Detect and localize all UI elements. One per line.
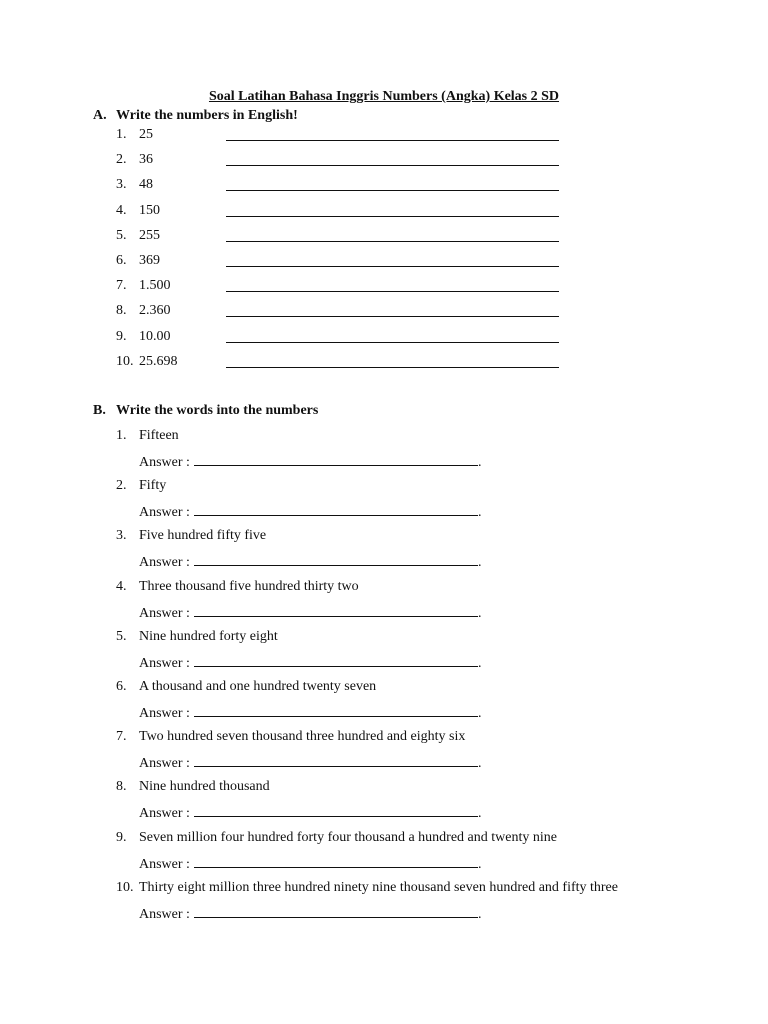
section-b-item (116, 679, 376, 695)
answer-blank-line[interactable] (226, 165, 559, 166)
item-number: 10. (116, 880, 134, 895)
answer-blank-line[interactable] (226, 190, 559, 191)
answer-blank-line[interactable] (226, 266, 559, 267)
section-a-letter: A. (93, 108, 107, 123)
section-a-title: Write the numbers in English! (116, 108, 298, 123)
answer-label: Answer : (139, 857, 190, 872)
section-b-item (116, 478, 166, 494)
number-value: 25.698 (139, 354, 178, 369)
section-a-item (116, 203, 160, 219)
answer-blank-line[interactable] (194, 855, 478, 868)
number-words: Seven million four hundred forty four thousand a hundred and twenty nine (139, 830, 557, 845)
answer-row (139, 453, 481, 471)
answer-row (139, 654, 481, 672)
answer-period: . (477, 857, 482, 872)
section-a-item (116, 278, 171, 294)
answer-label: Answer : (139, 806, 190, 821)
item-number: 1. (116, 127, 127, 142)
answer-row (139, 503, 481, 521)
number-value: 48 (139, 177, 153, 192)
answer-blank-line[interactable] (194, 553, 478, 566)
answer-row (139, 604, 481, 622)
answer-blank-line[interactable] (194, 704, 478, 717)
section-b-item (116, 779, 270, 795)
section-a-item (116, 303, 171, 319)
answer-label: Answer : (139, 606, 190, 621)
item-number: 8. (116, 779, 127, 794)
section-b-item (116, 729, 465, 745)
answer-label: Answer : (139, 555, 190, 570)
answer-blank-line[interactable] (194, 754, 478, 767)
number-words: Two hundred seven thousand three hundred and eighty six (139, 729, 466, 744)
number-words: A thousand and one hundred twenty seven (139, 679, 377, 694)
item-number: 9. (116, 830, 127, 845)
item-number: 9. (116, 329, 127, 344)
answer-blank-line[interactable] (226, 367, 559, 368)
answer-period: . (477, 455, 482, 470)
section-a-item (116, 253, 160, 269)
answer-row (139, 804, 481, 822)
answer-period: . (477, 555, 482, 570)
number-words: Five hundred fifty five (139, 528, 267, 543)
item-number: 1. (116, 428, 127, 443)
item-number: 6. (116, 253, 127, 268)
answer-label: Answer : (139, 756, 190, 771)
section-a-item (116, 177, 153, 193)
number-value: 255 (139, 228, 160, 243)
section-b-item (116, 579, 359, 595)
section-a-item (116, 329, 171, 345)
answer-blank-line[interactable] (194, 654, 478, 667)
section-b-title: Write the words into the numbers (116, 403, 319, 418)
number-value: 25 (139, 127, 153, 142)
number-words: Fifty (139, 478, 167, 493)
answer-blank-line[interactable] (226, 241, 559, 242)
answer-label: Answer : (139, 706, 190, 721)
section-b-letter: B. (93, 403, 106, 418)
section-b-item (116, 428, 179, 444)
answer-blank-line[interactable] (194, 453, 478, 466)
answer-blank-line[interactable] (226, 342, 559, 343)
answer-label: Answer : (139, 455, 190, 470)
number-value: 369 (139, 253, 160, 268)
section-b-item (116, 528, 266, 544)
answer-period: . (477, 606, 482, 621)
section-a-item (116, 228, 160, 244)
answer-label: Answer : (139, 656, 190, 671)
number-value: 1.500 (139, 278, 171, 293)
answer-label: Answer : (139, 505, 190, 520)
section-b-item (116, 880, 618, 896)
number-value: 150 (139, 203, 160, 218)
answer-period: . (477, 756, 482, 771)
answer-period: . (477, 706, 482, 721)
answer-blank-line[interactable] (194, 905, 478, 918)
item-number: 3. (116, 528, 127, 543)
answer-period: . (477, 907, 482, 922)
number-words: Nine hundred forty eight (139, 629, 278, 644)
item-number: 2. (116, 478, 127, 493)
section-b-heading (93, 403, 318, 419)
answer-row (139, 553, 481, 571)
item-number: 5. (116, 629, 127, 644)
answer-blank-line[interactable] (226, 291, 559, 292)
number-value: 36 (139, 152, 153, 167)
answer-blank-line[interactable] (194, 503, 478, 516)
answer-blank-line[interactable] (226, 316, 559, 317)
section-a-item (116, 127, 153, 143)
item-number: 7. (116, 729, 127, 744)
section-b-item (116, 830, 557, 846)
worksheet-title: Soal Latihan Bahasa Inggris Numbers (Angka) Kelas 2 SD (208, 89, 560, 104)
answer-row (139, 855, 481, 873)
answer-blank-line[interactable] (194, 804, 478, 817)
answer-blank-line[interactable] (226, 140, 559, 141)
answer-blank-line[interactable] (194, 604, 478, 617)
item-number: 4. (116, 579, 127, 594)
answer-period: . (477, 806, 482, 821)
answer-row (139, 905, 481, 923)
item-number: 8. (116, 303, 127, 318)
number-value: 2.360 (139, 303, 171, 318)
item-number: 5. (116, 228, 127, 243)
number-words: Fifteen (139, 428, 179, 443)
item-number: 2. (116, 152, 127, 167)
answer-row (139, 754, 481, 772)
number-words: Thirty eight million three hundred ninety nine thousand seven hundred and fifty three (139, 880, 618, 895)
section-b-item (116, 629, 278, 645)
number-value: 10.00 (139, 329, 171, 344)
number-words: Three thousand five hundred thirty two (139, 579, 359, 594)
answer-label: Answer : (139, 907, 190, 922)
section-a-item (116, 152, 153, 168)
answer-period: . (477, 656, 482, 671)
item-number: 3. (116, 177, 127, 192)
item-number: 7. (116, 278, 127, 293)
item-number: 10. (116, 354, 134, 369)
item-number: 4. (116, 203, 127, 218)
section-a-heading (93, 108, 298, 124)
answer-period: . (477, 505, 482, 520)
answer-row (139, 704, 481, 722)
answer-blank-line[interactable] (226, 216, 559, 217)
item-number: 6. (116, 679, 127, 694)
section-a-item (116, 354, 178, 370)
number-words: Nine hundred thousand (139, 779, 270, 794)
